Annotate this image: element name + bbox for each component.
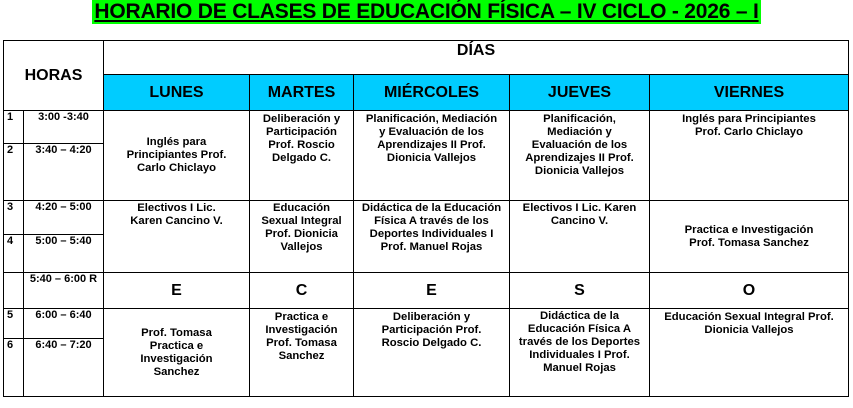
class-text: Practica e Investigación Prof. Tomasa Sanchez (265, 311, 338, 362)
day-martes: MARTES (250, 75, 354, 111)
class-cell (104, 309, 250, 397)
period-row-3 (4, 201, 849, 235)
horas-header: HORAS (4, 41, 104, 111)
class-text: Electivos I Lic. Karen Cancino V. (522, 202, 637, 227)
class-cell (354, 309, 510, 397)
period-time: 4:20 – 5:00 (24, 201, 104, 235)
class-text: Electivos I Lic. Karen Cancino V. (130, 202, 223, 227)
period-time: 6:00 – 6:40 (24, 309, 104, 339)
class-cell (250, 111, 354, 201)
class-text: Planificación, Mediación y Evaluación de los Aprendizajes II Prof. Dionicia Vallejos (525, 113, 634, 177)
class-cell (104, 111, 250, 201)
class-text: Inglés para Principiantes Prof. Carlo Chiclayo (682, 113, 816, 138)
day-viernes: VIERNES (650, 75, 849, 111)
period-time: 3:00 -3:40 (24, 111, 104, 144)
period-row-1 (4, 111, 849, 144)
day-lunes: LUNES (104, 75, 250, 111)
class-text: Inglés para Principiantes Prof. Carlo Chiclayo (126, 136, 227, 174)
class-cell (510, 111, 650, 201)
period-number (4, 273, 24, 309)
dias-header: DÍAS (104, 41, 849, 75)
class-cell (250, 201, 354, 273)
class-text: Planificación, Mediación y Evaluación de los Aprendizajes II Prof. Dionicia Vallejos (365, 113, 498, 164)
page-title (0, 0, 853, 24)
recess-letter: O (650, 273, 849, 309)
header-row-1 (4, 41, 849, 75)
class-text: Deliberación y Participación Prof. Roscio Delgado C. (262, 113, 341, 164)
period-number: 3 (4, 201, 24, 235)
class-cell (510, 201, 650, 273)
class-text: Didáctica de la Educación Física A través de los Deportes Individuales I Prof. Manuel Rojas (518, 310, 641, 374)
day-header-row (4, 75, 849, 111)
period-number: 6 (4, 339, 24, 397)
period-number: 1 (4, 111, 24, 144)
class-text: Educación Sexual Integral Prof. Dionicia Vallejos (261, 202, 342, 253)
recess-letter: C (250, 273, 354, 309)
period-row-5 (4, 309, 849, 339)
class-cell (354, 111, 510, 201)
period-time: 3:40 – 4:20 (24, 144, 104, 201)
class-text: Deliberación y Participación Prof. Roscio Delgado C. (381, 311, 482, 349)
class-cell (650, 201, 849, 273)
class-cell (354, 201, 510, 273)
period-time: 5:00 – 5:40 (24, 235, 104, 273)
day-miercoles: MIÉRCOLES (354, 75, 510, 111)
recess-letter: E (104, 273, 250, 309)
day-jueves: JUEVES (510, 75, 650, 111)
class-cell (104, 201, 250, 273)
recess-letter: E (354, 273, 510, 309)
period-time: 5:40 – 6:00 R (24, 273, 104, 309)
recess-letter: S (510, 273, 650, 309)
class-text: Educación Sexual Integral Prof. Dionicia Vallejos (664, 311, 834, 336)
class-cell (510, 309, 650, 397)
period-number: 4 (4, 235, 24, 273)
class-text: Practica e Investigación Prof. Tomasa Sanchez (684, 223, 814, 249)
period-number: 2 (4, 144, 24, 201)
class-cell (650, 309, 849, 397)
class-text: Prof. Tomasa Practica e Investigación Sanchez (140, 326, 213, 378)
class-cell (250, 309, 354, 397)
class-cell (650, 111, 849, 201)
schedule-table (3, 40, 849, 397)
period-time: 6:40 – 7:20 (24, 339, 104, 397)
recess-row (4, 273, 849, 309)
period-number: 5 (4, 309, 24, 339)
class-text: Didáctica de la Educación Física A través de los Deportes Individuales I Prof. Manuel Rojas (361, 202, 502, 253)
title-text: HORARIO DE CLASES DE EDUCACIÓN FÍSICA – IV CICLO - 2026 – I (94, 0, 759, 23)
